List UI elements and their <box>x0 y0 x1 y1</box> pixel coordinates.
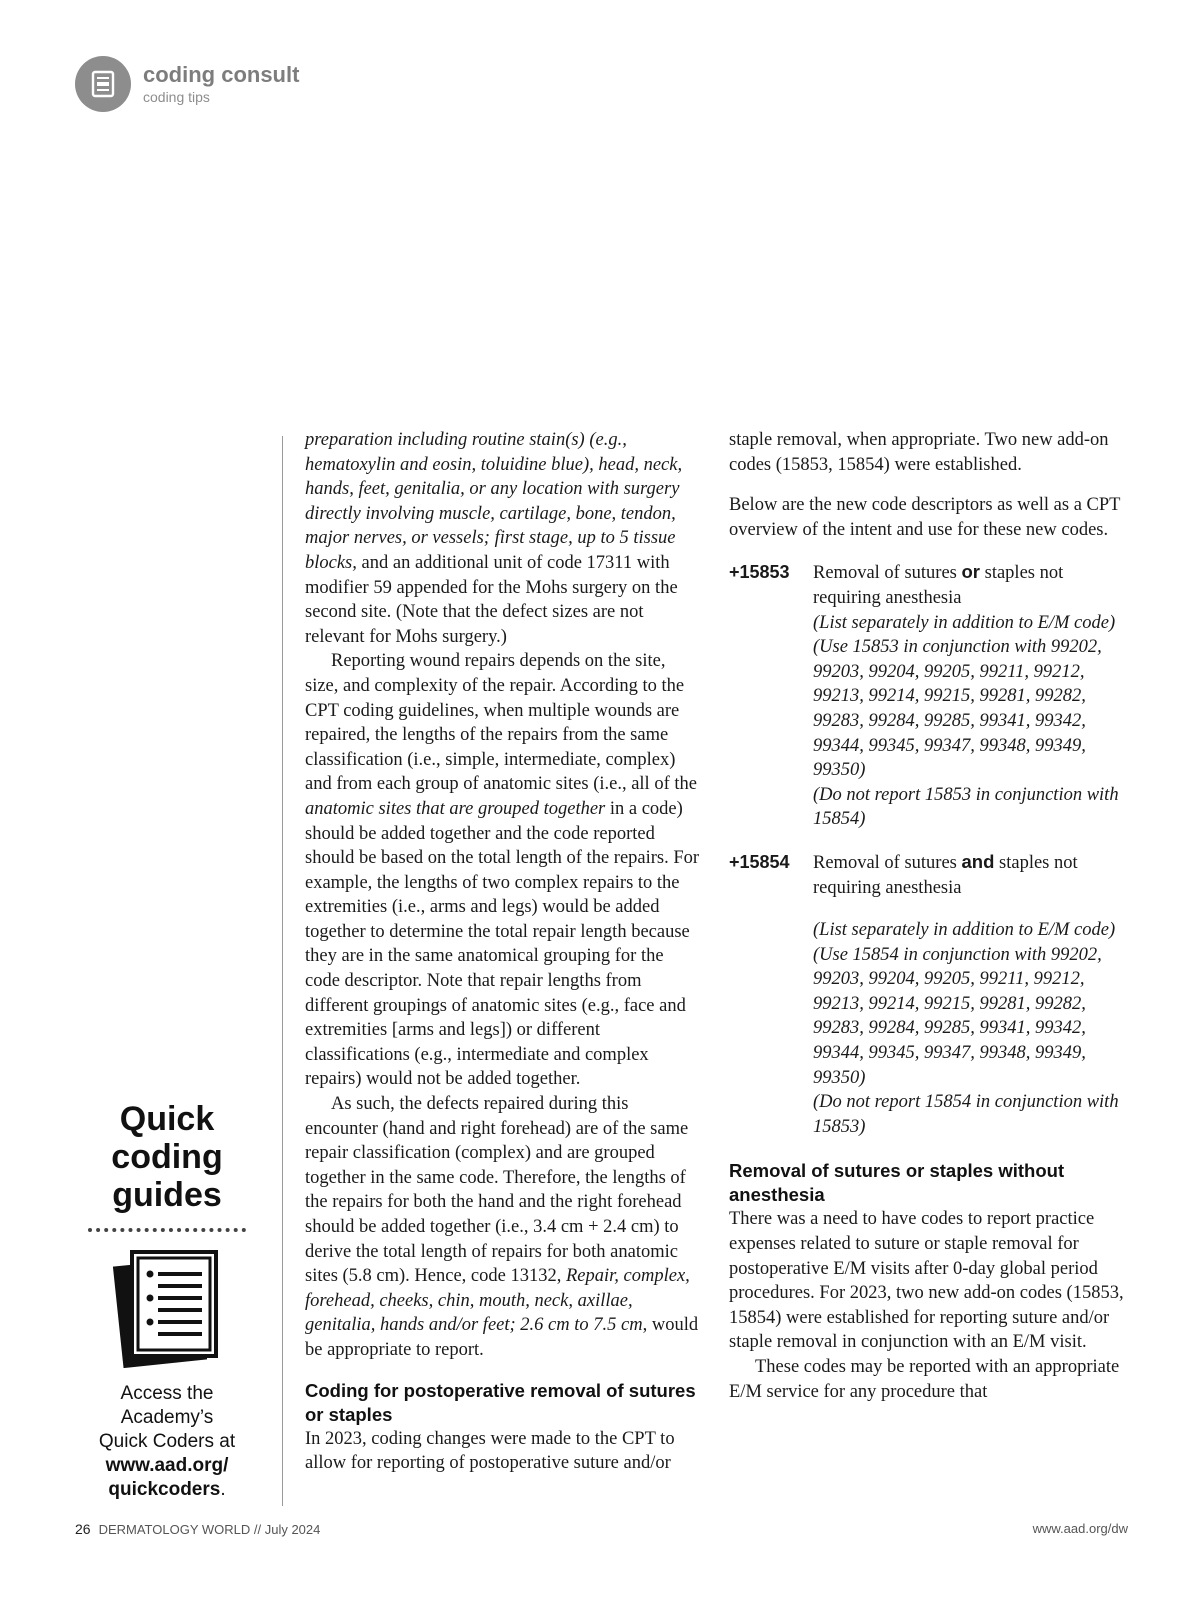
checklist-document-icon <box>112 1248 222 1368</box>
code-note: (Use 15853 in conjunction with 99202, 99203, 99204, 99205, 99211, 99212, 99213, 99214, 99215, 99281, 99282, 99283, 99284, 99285, 99341, 99342, 99344, 99345, 99347, 99348, 99349, 99350) <box>813 637 1102 781</box>
section-subtitle: coding tips <box>143 89 210 105</box>
paragraph: In 2023, coding changes were made to the CPT to allow for reporting of postoperative suture and/or <box>305 1428 675 1474</box>
publication-name: DERMATOLOGY WORLD // July 2024 <box>98 1522 321 1537</box>
sidebar-title <box>78 1100 256 1214</box>
article-column-2 <box>729 428 1134 1404</box>
conjunction: or <box>961 561 980 583</box>
paragraph: There was a need to have codes to report practice expenses related to suture or staple removal for postoperative E/M visits after 0-day global period procedures. For 2023, two new add-on codes (15853, 15854) were established for reporting suture and/or staple removal in conjunction with an E/M visit. <box>729 1209 1124 1353</box>
sidebar-access-line: Quick Coders at <box>98 1431 236 1452</box>
paragraph: Below are the new code descriptors as well as a CPT overview of the intent and use for these new codes. <box>729 495 1121 540</box>
conjunction: and <box>961 850 995 872</box>
article-column-1 <box>305 428 703 1476</box>
italic-text: Repair, complex, forehead, cheeks, chin, mouth, neck, axillae, genitalia, hands and/or feet; 2.6 cm to 7.5 cm <box>305 1266 690 1336</box>
paragraph <box>305 428 703 649</box>
section-title: coding consult <box>143 62 300 87</box>
sidebar-title-line: Quick <box>119 1100 215 1138</box>
paragraph: These codes may be reported with an appropriate E/M service for any procedure that <box>729 1357 1120 1402</box>
sidebar-title-line: coding <box>111 1138 223 1176</box>
dotted-divider <box>88 1228 246 1232</box>
code-number: +15853 <box>729 562 790 583</box>
text: and an additional unit of code 17311 with modifier 59 appended for the Mohs surgery on the second site. (Note that the defect sizes are not relevant for Mohs surgery.) <box>305 552 678 647</box>
code-number: +15854 <box>729 851 790 872</box>
code-note: (Use 15854 in conjunction with 99202, 99203, 99204, 99205, 99211, 99212, 99213, 99214, 99215, 99281, 99282, 99283, 99284, 99285, 99341, 99342, 99344, 99345, 99347, 99348, 99349, 99350) <box>813 944 1102 1088</box>
code-description <box>813 560 1134 610</box>
paragraph: staple removal, when appropriate. Two new add-on codes (15853, 15854) were established. <box>729 430 1109 475</box>
code-note: (List separately in addition to E/M code) <box>813 920 1116 941</box>
text: Removal of sutures <box>813 563 962 584</box>
code-descriptor <box>729 560 1134 832</box>
text: Removal of sutures <box>813 852 962 873</box>
sidebar-access-text <box>78 1382 256 1502</box>
footer-left <box>75 1521 320 1537</box>
document-icon <box>75 56 131 112</box>
italic-text: anatomic sites that are grouped together <box>305 798 606 819</box>
page-number: 26 <box>75 1521 91 1537</box>
quickcoders-link[interactable]: www.aad.org/ <box>105 1455 229 1476</box>
paragraph <box>305 649 703 1092</box>
text: staples not requiring anesthesia <box>813 852 1078 898</box>
code-note: (Do not report 15853 in conjunction with 15854) <box>813 784 1119 830</box>
quick-coding-guides-sidebar <box>78 1100 256 1502</box>
text: Reporting wound repairs depends on the site, size, and complexity of the repair. According to the CPT coding guidelines, when multiple wounds are repaired, the lengths of the repairs from the same classification (i.e., simple, intermediate, complex) and from each group of anatomic sites (i.e., all of the <box>305 651 697 795</box>
code-descriptor <box>729 850 1134 1140</box>
quickcoders-link[interactable]: quickcoders <box>108 1479 221 1500</box>
code-description <box>813 850 1134 900</box>
sidebar-access-line: Access the <box>120 1383 214 1404</box>
column-rule <box>282 436 283 1506</box>
code-note: (Do not report 15854 in conjunction with 15853) <box>813 1092 1119 1137</box>
section-heading: Coding for postoperative removal of sutures or staples <box>305 1379 696 1425</box>
sidebar-access-line: Academy’s <box>120 1407 214 1428</box>
section-header <box>75 56 299 112</box>
text: As such, the defects repaired during this encounter (hand and right forehead) are of the same repair classification (complex) and are grouped together in the same code. Therefore, the lengths of the repairs for both the hand and the right forehead should be added together (i.e., 3.4 cm + 2.4 cm) to derive the total length of repairs for both anatomic sites (5.8 cm). Hence, code 13132, <box>305 1094 689 1287</box>
sidebar-title-line: guides <box>112 1176 222 1214</box>
text: , would be appropriate to report. <box>305 1315 699 1360</box>
text: staples not requiring anesthesia <box>813 563 1064 608</box>
text: in a code) should be added together and the code reported should be based on the total length of the repairs. For example, the lengths of two complex repairs to the extremities (i.e., arms and legs) would be added together to determine the total repair length because they are in the same anatomical grouping for the code descriptor. Note that repair lengths from different groupings of anatomic sites (e.g., face and extremities [arms and legs]) or different classifications (e.g., intermediate and complex repairs) would not be added together. <box>305 798 700 1090</box>
italic-text: preparation including routine stain(s) (e.g., hematoxylin and eosin, toluidine blue), head, neck, hands, feet, genitalia, or any location with surgery directly involving muscle, cartilage, bone, tendon, major nerves, or vessels; first stage, up to 5 tissue blocks, <box>305 430 683 573</box>
punctuation: . <box>220 1479 226 1500</box>
footer-url[interactable]: www.aad.org/dw <box>1032 1521 1128 1536</box>
section-heading: Removal of sutures or staples without anesthesia <box>729 1160 1065 1206</box>
paragraph <box>305 1092 703 1363</box>
code-note: (List separately in addition to E/M code) <box>813 612 1116 633</box>
